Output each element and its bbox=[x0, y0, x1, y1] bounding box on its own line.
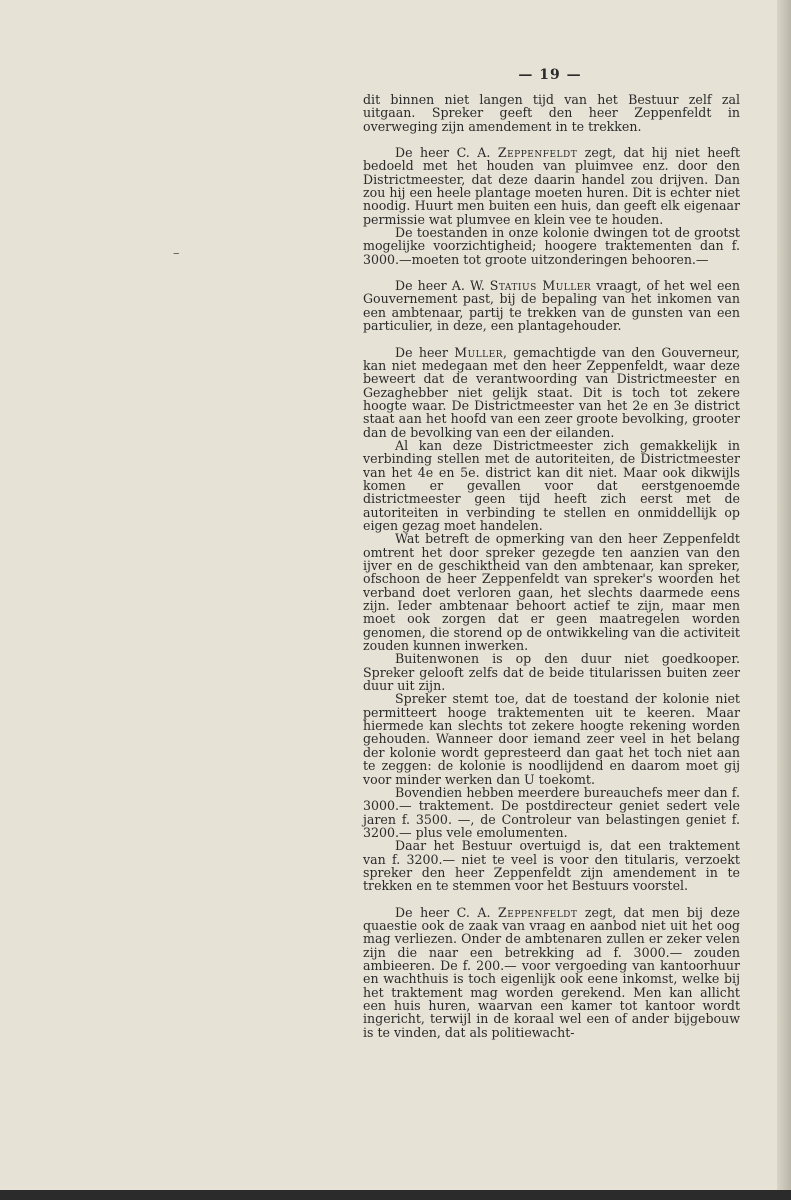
paragraph-10: Bovendien hebben meerdere bureauchefs meer dan f. 3000.— traktement. De postdirecteur geniet sedert vele jaren f. 3500. —, de Controleur van belastingen geniet f. 3200.— plus vele emolumenten. bbox=[363, 784, 740, 840]
speaker-prefix: De heer bbox=[395, 344, 455, 360]
paragraph-5 bbox=[363, 346, 740, 439]
paragraph-11: Daar het Bestuur overtuigd is, dat een traktement van f. 3200.— niet te veel is voor den titularis, verzoekt spreker den heer Zeppenfeldt zijn amendement in te trekken en te stemmen voor het Bestuurs voorstel. bbox=[363, 838, 740, 894]
paragraph-body: zegt, dat men bij deze quaestie ook de zaak van vraag en aanbod niet uit het oog mag verliezen. Onder de ambtenaren zullen er zeker velen zijn die naar een betrekking ad f. 3000.— zouden ambieeren. De f. 200.— voor vergoeding van kantoorhuur en wachthuis is toch eigenlijk ook eene inkomst, welke bij het traktement mag worden gerekend. Men kan allicht een huis huren, waarvan een kamer tot kantoor wordt ingericht, terwijl in de koraal wel een of ander bijgebouw is te vinden, dat als politiewacht- bbox=[363, 904, 740, 1040]
paragraph-3: De toestanden in onze kolonie dwingen tot de grootst mogelijke voorzichtigheid; hoogere traktementen dan f. 3000.—moeten tot groote uitzonderingen behooren.— bbox=[363, 225, 740, 267]
paragraph-body: zegt, dat hij niet heeft bedoeld met het houden van pluimvee enz. door den Districtmeester, dat deze daarin handel zou drijven. Dan zou hij een heele plantage moeten huren. Dit is echter niet noodig. Huurt men buiten een huis, dan geeft elk eigenaar permissie wat plumvee en klein vee te houden. bbox=[363, 145, 741, 227]
paragraph-4 bbox=[363, 279, 740, 332]
speaker-name: Zeppenfeldt bbox=[498, 904, 578, 920]
paragraph-6: Al kan deze Districtmeester zich gemakkelijk in verbinding stellen met de autoriteiten, de Districtmeester van het 4e en 5e. district kan dit niet. Maar ook dikwijls komen er gevallen voor dat eerstgenoemde districtmeester geen tijd heeft zich eerst met de autoriteiten in verbinding te stellen en onmiddellijk op eigen gezag moet handelen. bbox=[363, 437, 740, 533]
speaker-prefix: De heer C. A. bbox=[395, 145, 498, 161]
speaker-name: Statius Muller bbox=[489, 278, 592, 294]
paragraph-2 bbox=[363, 146, 740, 226]
paragraph-12 bbox=[363, 906, 740, 1039]
paragraph-body: , gemachtigde van den Gouverneur, kan niet medegaan met den heer Zeppenfeldt, waar deze beweert dat de verantwoording van Districtmeester en Gezaghebber niet gelijk staat. Dit is toch tot zekere hoogte waar. De Districtmeester van het 2e en 3e district staat aan het hoofd van een zeer groote bevolking, grooter dan de bevolking van een der eilanden. bbox=[363, 344, 741, 440]
page-edge-right bbox=[777, 0, 791, 1200]
speaker-name: Muller bbox=[454, 344, 503, 360]
text-column bbox=[363, 93, 740, 1039]
paragraph-8: Buitenwonen is op den duur niet goedkooper. Spreker gelooft zelfs dat de beide titularissen buiten zeer duur uit zijn. bbox=[363, 651, 740, 694]
speaker-name: Zeppenfeldt bbox=[497, 145, 578, 161]
page-edge-bottom bbox=[0, 1190, 791, 1200]
margin-mark: – bbox=[173, 246, 180, 261]
paragraph-7: Wat betreft de opmerking van den heer Zeppenfeldt omtrent het door spreker gezegde ten aanzien van den ijver en de geschiktheid van den ambtenaar, kan spreker, ofschoon de heer Zeppenfeldt van spreker's woorden het verband doet verloren gaan, het slechts daarmede eens zijn. Ieder ambtenaar behoort actief te zijn, maar men moet ook zorgen dat er geen maatregelen worden genomen, die storend op de ontwikkeling van die activiteit zouden kunnen inwerken. bbox=[363, 531, 740, 654]
paragraph-1: dit binnen niet langen tijd van het Bestuur zelf zal uitgaan. Spreker geeft den heer Zeppenfeldt in overweging zijn amendement in te trekken. bbox=[363, 92, 740, 134]
speaker-prefix: De heer A. W. bbox=[395, 278, 490, 294]
paragraph-body: vraagt, of het wel een Gouvernement past, bij de bepaling van het inkomen van een ambtenaar, partij te trekken van de gunsten van een particulier, in deze, een plantagehouder. bbox=[363, 278, 740, 334]
page-number: — 19 — bbox=[518, 67, 582, 83]
speaker-prefix: De heer C. A. bbox=[395, 904, 498, 920]
paragraph-9: Spreker stemt toe, dat de toestand der kolonie niet permitteert hooge traktementen uit te keeren. Maar hiermede kan slechts tot zekere hoogte rekening worden gehouden. Wanneer door iemand zeer veel in het belang der kolonie wordt gepresteerd dan gaat het toch niet aan te zeggen: de kolonie is noodlijdend en daarom moet gij voor minder werken dan U toekomt. bbox=[363, 691, 740, 787]
